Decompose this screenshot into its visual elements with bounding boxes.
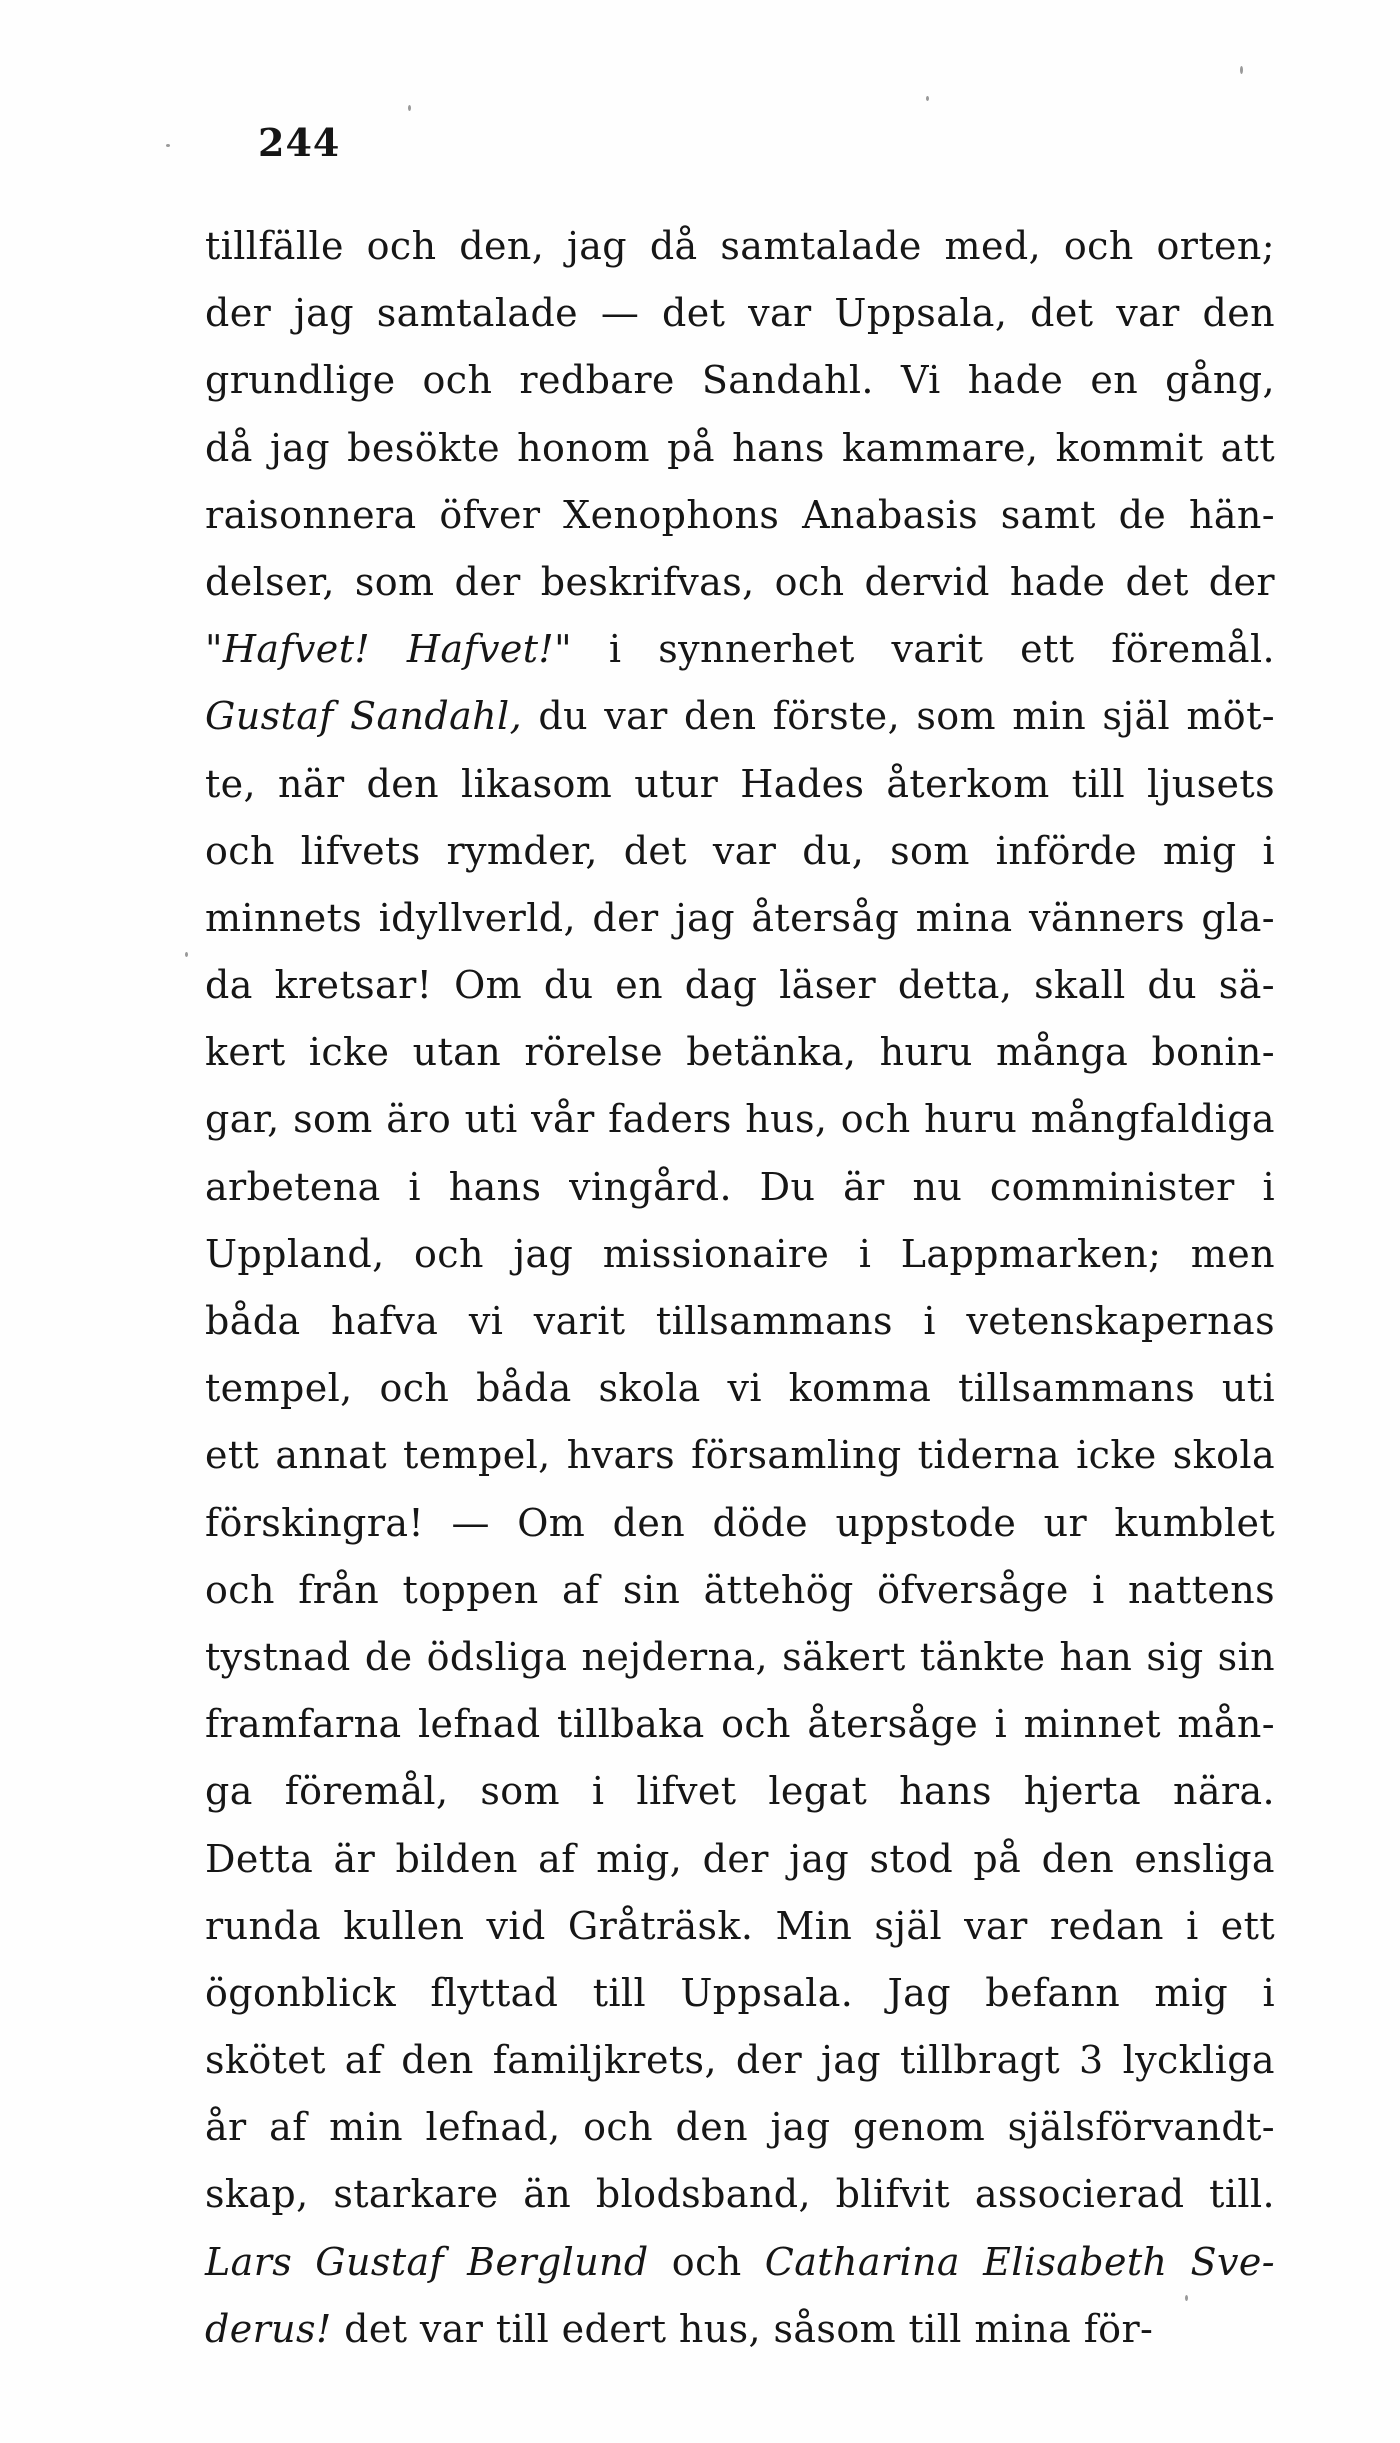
paper-speck	[408, 105, 411, 111]
paper-speck	[166, 144, 170, 147]
text-segment: runda kullen vid Gråträsk. Min själ var redan i ett	[205, 1903, 1275, 1948]
text-segment: der jag samtalade — det var Uppsala, det var den	[205, 291, 1275, 336]
text-segment: gar, som äro uti vår faders hus, och huru mångfaldiga	[205, 1097, 1275, 1142]
text-segment: te, när den likasom utur Hades återkom till ljusets	[205, 761, 1275, 806]
text-line	[205, 347, 1275, 414]
text-line	[205, 2094, 1275, 2161]
text-line	[205, 1557, 1275, 1624]
text-segment: Detta är bilden af mig, der jag stod på den ensliga	[205, 1836, 1275, 1881]
text-line	[205, 885, 1275, 952]
italic-segment: "Hafvet! Hafvet!"	[205, 627, 572, 672]
text-line	[205, 2027, 1275, 2094]
text-segment: delser, som der beskrifvas, och dervid hade det der	[205, 559, 1275, 604]
text-segment: ga föremål, som i lifvet legat hans hjerta nära.	[205, 1769, 1275, 1814]
page-number: 244	[258, 120, 341, 165]
text-segment: framfarna lefnad tillbaka och återsåge i minnet mån-	[205, 1702, 1275, 1747]
text-line	[205, 1826, 1275, 1893]
text-segment: skap, starkare än blodsband, blifvit associerad till.	[205, 2172, 1275, 2217]
paper-speck	[1240, 66, 1243, 74]
text-line	[205, 1960, 1275, 2027]
paper-speck	[926, 96, 929, 101]
text-segment: tystnad de ödsliga nejderna, säkert tänkte han sig sin	[205, 1634, 1275, 1679]
italic-segment: Lars Gustaf Berglund	[205, 2239, 649, 2284]
text-line	[205, 1893, 1275, 1960]
text-segment: och	[648, 2239, 765, 2284]
text-line	[205, 1758, 1275, 1825]
text-segment: minnets idyllverld, der jag återsåg mina vänners gla-	[205, 895, 1275, 940]
paper-speck	[1185, 2295, 1188, 2301]
text-segment: grundlige och redbare Sandahl. Vi hade en gång,	[205, 358, 1275, 403]
text-segment: det var till edert hus, såsom till mina för-	[331, 2306, 1154, 2351]
text-line	[205, 549, 1275, 616]
text-segment: tempel, och båda skola vi komma tillsammans uti	[205, 1366, 1275, 1411]
italic-segment: derus!	[205, 2306, 332, 2351]
text-line	[205, 683, 1275, 750]
text-line	[205, 213, 1275, 280]
text-line	[205, 818, 1275, 885]
text-line	[205, 1019, 1275, 1086]
text-line	[205, 482, 1275, 549]
text-line	[205, 280, 1275, 347]
text-line	[205, 415, 1275, 482]
text-line	[205, 1490, 1275, 1557]
text-line	[205, 2229, 1275, 2296]
text-line	[205, 1288, 1275, 1355]
text-segment: förskingra! — Om den döde uppstode ur kumblet	[205, 1500, 1275, 1545]
text-segment: skötet af den familjkrets, der jag tillbragt 3 lyckliga	[205, 2038, 1275, 2083]
text-line	[205, 751, 1275, 818]
text-segment: då jag besökte honom på hans kammare, kommit att	[205, 425, 1275, 470]
text-segment: da kretsar! Om du en dag läser detta, skall du sä-	[205, 963, 1275, 1008]
text-segment: i synnerhet varit ett föremål.	[571, 627, 1275, 672]
text-segment: ögonblick flyttad till Uppsala. Jag befann mig i	[205, 1970, 1275, 2015]
text-line	[205, 1422, 1275, 1489]
italic-segment: Catharina Elisabeth Sve-	[764, 2239, 1275, 2284]
text-line	[205, 2161, 1275, 2228]
text-segment: du var den förste, som min själ möt-	[522, 694, 1275, 739]
paper-speck	[185, 952, 188, 957]
text-segment: tillfälle och den, jag då samtalade med, och orten;	[205, 224, 1275, 268]
body-text	[205, 213, 1275, 2363]
text-segment: kert icke utan rörelse betänka, huru många bonin-	[205, 1030, 1275, 1075]
text-line	[205, 1086, 1275, 1153]
text-segment: och lifvets rymder, det var du, som införde mig i	[205, 828, 1275, 873]
text-segment: arbetena i hans vingård. Du är nu comminister i	[205, 1164, 1275, 1209]
text-line	[205, 616, 1275, 683]
text-line	[205, 1355, 1275, 1422]
text-segment: raisonnera öfver Xenophons Anabasis samt de hän-	[205, 492, 1275, 537]
text-line	[205, 1624, 1275, 1691]
text-line	[205, 1154, 1275, 1221]
text-segment: Uppland, och jag missionaire i Lappmarken; men	[205, 1231, 1275, 1276]
italic-segment: Gustaf Sandahl,	[205, 694, 523, 739]
text-segment: ett annat tempel, hvars församling tiderna icke skola	[205, 1433, 1275, 1478]
text-line	[205, 952, 1275, 1019]
text-line	[205, 1221, 1275, 1288]
text-segment: båda hafva vi varit tillsammans i vetenskapernas	[205, 1299, 1275, 1343]
text-segment: år af min lefnad, och den jag genom själsförvandt-	[205, 2105, 1275, 2150]
text-segment: och från toppen af sin ättehög öfversåge i nattens	[205, 1567, 1275, 1612]
text-line	[205, 1691, 1275, 1758]
text-line	[205, 2296, 1275, 2363]
